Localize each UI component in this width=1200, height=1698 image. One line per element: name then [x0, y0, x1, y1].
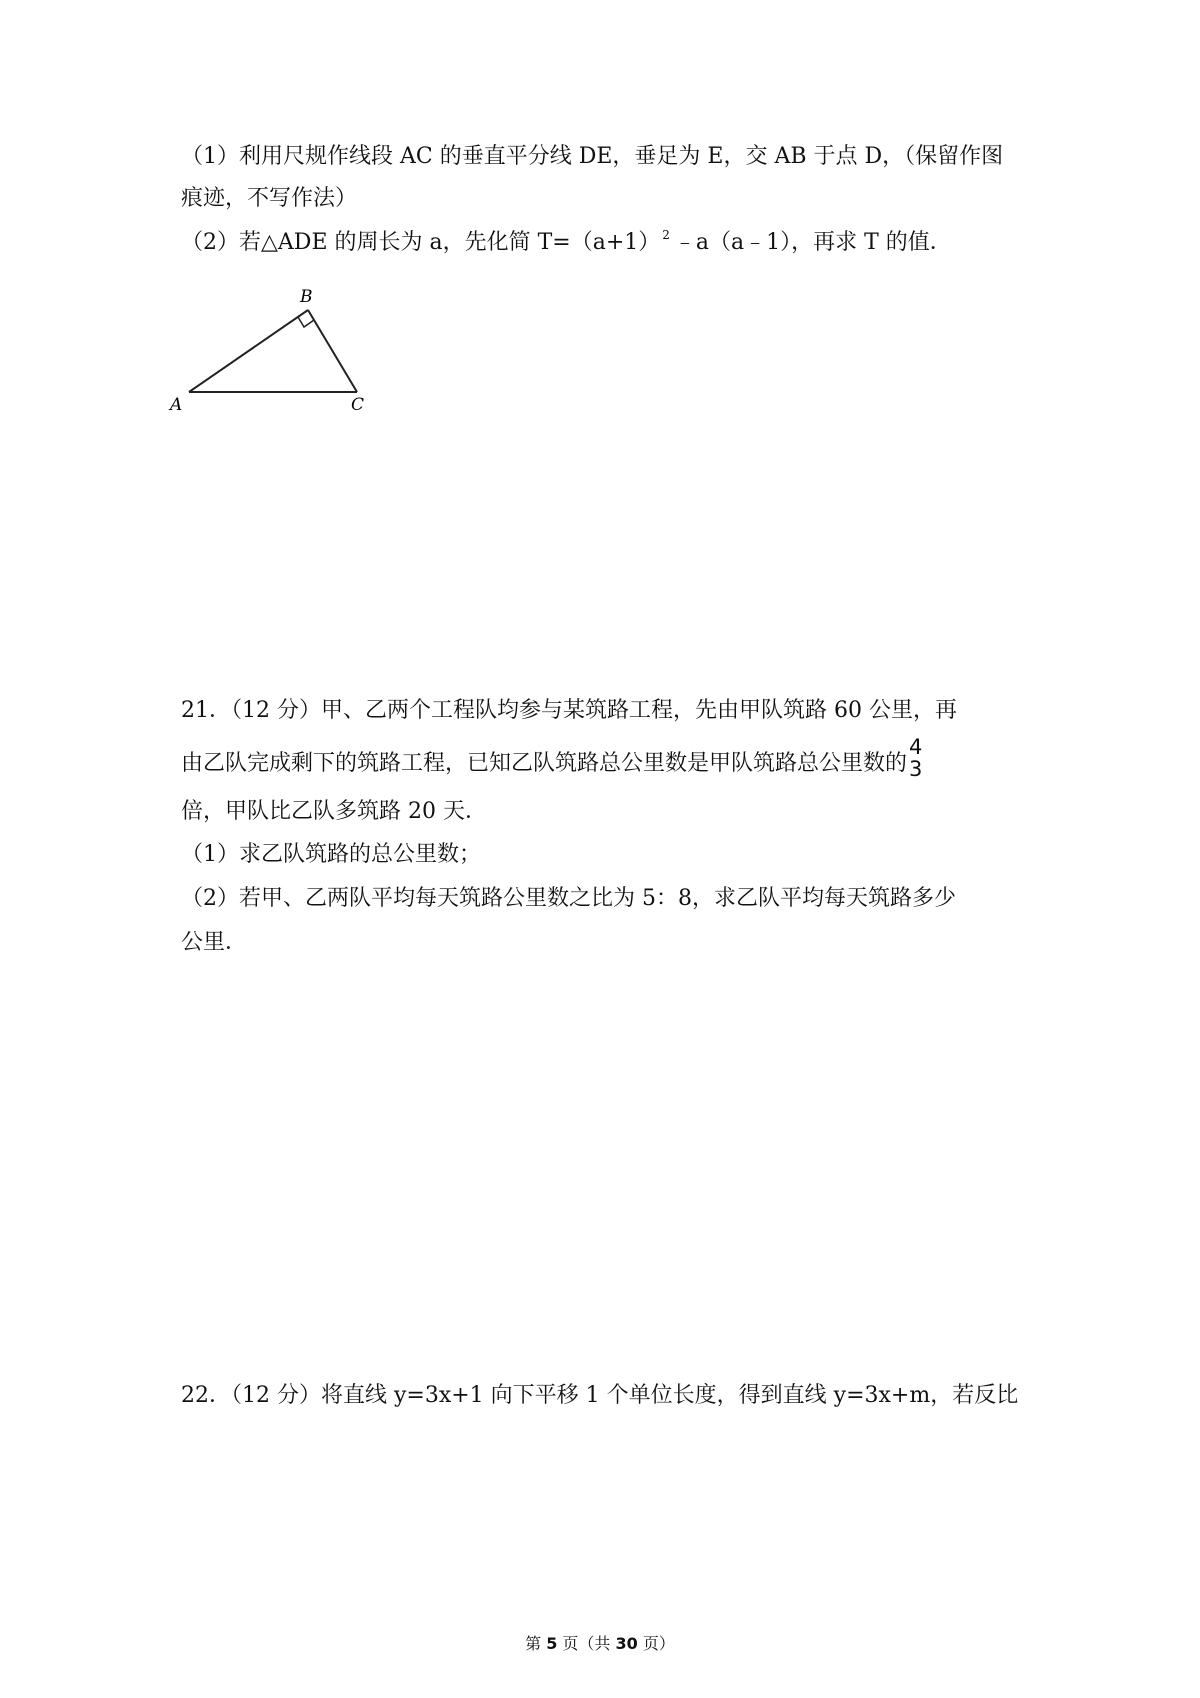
q20-part2-text: （2）若△ADE 的周长为 a，先化简 T=（a+1） — [181, 230, 661, 255]
footer-suffix: 页） — [637, 1634, 675, 1653]
fraction-four-thirds — [909, 736, 922, 780]
q21-line3: 倍，甲队比乙队多筑路 20 天． — [181, 799, 487, 824]
vertex-label-a: A — [170, 395, 183, 415]
footer-page-number: 5 — [546, 1634, 558, 1653]
footer-total-pages: 30 — [615, 1634, 638, 1653]
segment-ab — [189, 310, 308, 392]
segment-bc — [308, 310, 357, 392]
q21-part2-line2: 公里． — [181, 930, 248, 955]
vertex-label-c: C — [351, 395, 365, 415]
q21-part1: （1）求乙队筑路的总公里数； — [181, 842, 481, 867]
q21-part2-line1: （2）若甲、乙两队平均每天筑路公里数之比为 5：8，求乙队平均每天筑路多少 — [181, 886, 956, 911]
fraction-denominator: 3 — [909, 757, 923, 781]
triangle-figure — [170, 282, 396, 415]
q20-part1-line2: 痕迹，不写作法） — [181, 186, 358, 211]
q22-line1: 22．（12 分）将直线 y=3x+1 向下平移 1 个单位长度，得到直线 y=3x+m，若反比 — [181, 1383, 1019, 1408]
page-footer — [0, 1633, 1200, 1655]
q20-part2-exponent: 2 — [662, 228, 670, 242]
q20-part2 — [181, 228, 952, 260]
right-angle-mark — [298, 317, 314, 327]
footer-prefix: 第 — [525, 1634, 547, 1653]
q21-line2-text: 由乙队完成剩下的筑路工程，已知乙队筑路总公里数是甲队筑路总公里数的 — [181, 751, 908, 776]
q21-line2 — [181, 735, 923, 786]
vertex-label-b: B — [300, 287, 313, 307]
fraction-numerator: 4 — [909, 735, 923, 759]
q20-part2-text-end: ﹣a（a﹣1），再求 T 的值． — [673, 230, 952, 255]
q20-part1-line1: （1）利用尺规作线段 AC 的垂直平分线 DE，垂足为 E，交 AB 于点 D，（保留作图 — [181, 144, 1004, 169]
q21-line1: 21．（12 分）甲、乙两个工程队均参与某筑路工程，先由甲队筑路 60 公里，再 — [181, 698, 957, 723]
footer-middle: 页（共 — [557, 1634, 616, 1653]
